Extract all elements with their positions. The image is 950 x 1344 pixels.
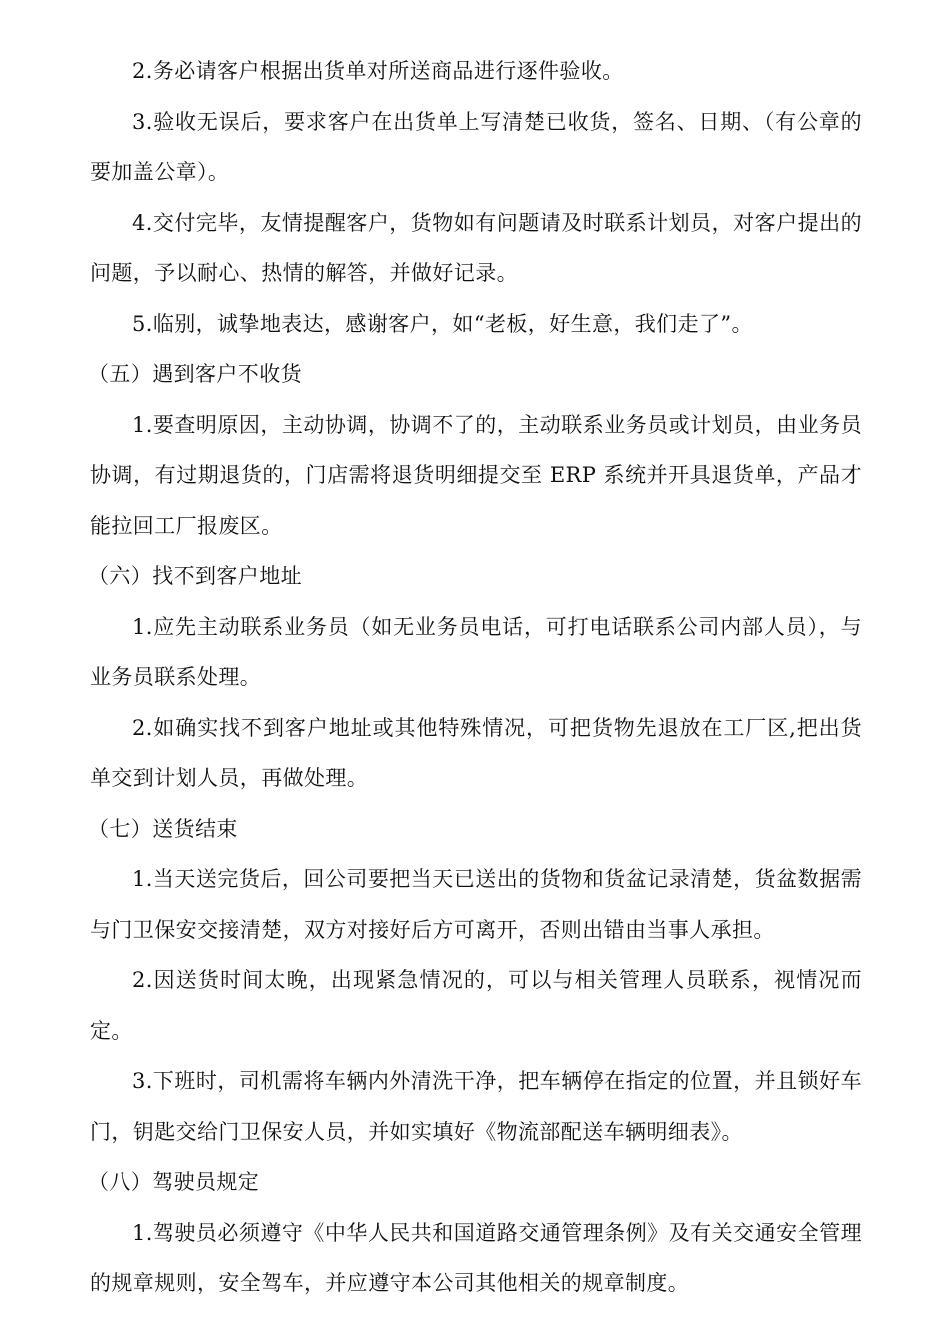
item-delivery-check: 2.务必请客户根据出货单对所送商品进行逐件验收。 (132, 59, 624, 83)
item-farewell: 5.临别，诚挚地表达，感谢客户，如“老板，好生意，我们走了”。 (132, 311, 753, 336)
section-heading-end-delivery: （七）送货结束 (88, 816, 238, 841)
item-emergency: 2.因送货时间太晚，出现紧急情况的，可以与相关管理人员联系，视情况而定。 (90, 968, 862, 1043)
item-sign-receipt: 3.验收无误后，要求客户在出货单上写清楚已收货，签名、日期、（有公章的要加盖公章）。 (90, 109, 862, 184)
section-heading-refusal: （五）遇到客户不收货 (88, 362, 302, 386)
section-heading-address: （六）找不到客户地址 (88, 564, 302, 588)
item-record-goods: 1.当天送完货后，回公司要把当天已送出的货物和货盆记录清楚，货盆数据需与门卫保安交接清楚，双方对接好后方可离开，否则出错由当事人承担。 (90, 867, 862, 942)
item-refusal-handling: 1.要查明原因，主动协调，协调不了的，主动联系业务员或计划员，由业务员协调，有过期退货的，门店需将退货明细提交至 ERP 系统并开具退货单，产品才能拉回工厂报废区。 (90, 412, 862, 538)
section-heading-driver-rules: （八）驾驶员规定 (88, 1170, 260, 1194)
item-return-goods: 2.如确实找不到客户地址或其他特殊情况，可把货物先退放在工厂区,把出货单交到计划人员，再做处理。 (90, 715, 862, 790)
item-traffic-rules: 1.驾驶员必须遵守《中华人民共和国道路交通管理条例》及有关交通安全管理的规章规则，安全驾车，并应遵守本公司其他相关的规章制度。 (90, 1220, 862, 1295)
item-handover-reminder: 4.交付完毕，友情提醒客户，货物如有问题请及时联系计划员，对客户提出的问题，予以耐心、热情的解答，并做好记录。 (90, 210, 862, 285)
item-contact-salesperson: 1.应先主动联系业务员（如无业务员电话，可打电话联系公司内部人员），与业务员联系处理。 (90, 614, 862, 689)
item-vehicle-cleaning: 3.下班时，司机需将车辆内外清洗干净，把车辆停在指定的位置，并且锁好车门，钥匙交给门卫保安人员，并如实填好《物流部配送车辆明细表》。 (90, 1069, 862, 1144)
